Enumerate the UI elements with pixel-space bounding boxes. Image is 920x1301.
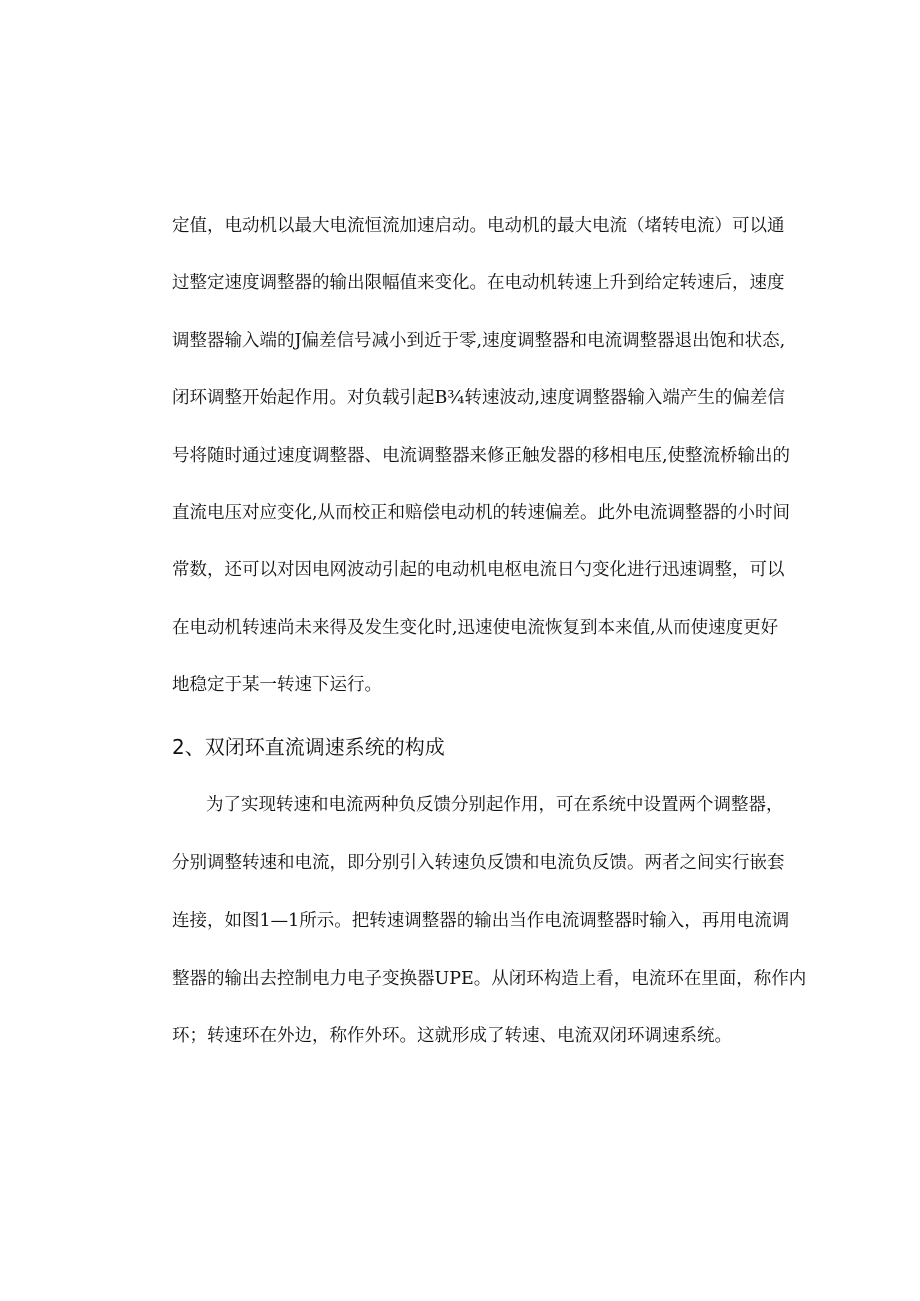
paragraph-1-line-4: 闭环调整开始起作用。对负载引起B¾转速波动,速度调整器输入端产生的偏差信 [172, 388, 785, 408]
paragraph-2-line-1: 为了实现转速和电流两种负反馈分别起作用，可在系统中设置两个调整器， [206, 795, 784, 815]
paragraph-2-line-3: 连接，如图1—1所示。把转速调整器的输出当作电流调整器时输入，再用电流调 [172, 911, 790, 931]
paragraph-1-line-8: 在电动机转速尚未来得及发生变化时,迅速使电流恢复到本来值,从而使速度更好 [172, 618, 779, 638]
paragraph-1-line-5: 号将随时通过速度调整器、电流调整器来修正触发器的移相电压,使整流桥输出的 [172, 446, 791, 466]
paragraph-1-line-6: 直流电压对应变化,从而校正和赔偿电动机的转速偏差。此外电流调整器的小时间 [172, 503, 791, 523]
paragraph-2-line-2: 分别调整转速和电流，即分别引入转速负反馈和电流负反馈。两者之间实行嵌套 [172, 853, 785, 873]
paragraph-2-line-4: 整器的输出去控制电力电子变换器UPE。从闭环构造上看，电流环在里面，称作内 [172, 969, 807, 989]
paragraph-1-line-2: 过整定速度调整器的输出限幅值来变化。在电动机转速上升到给定转速后，速度 [172, 273, 785, 293]
paragraph-1-line-3: 调整器输入端的J偏差信号减小到近于零,速度调整器和电流调整器退出饱和状态, [172, 331, 786, 351]
paragraph-1-line-7: 常数，还可以对因电网波动引起的电动机电枢电流日勺变化进行迅速调整，可以 [172, 560, 785, 580]
section-heading: 2、双闭环直流调速系统的构成 [172, 735, 445, 759]
paragraph-1-line-1: 定值，电动机以最大电流恒流加速启动。电动机的最大电流（堵转电流）可以通 [172, 216, 785, 236]
paragraph-1-line-9: 地稳定于某一转速下运行。 [172, 675, 382, 695]
paragraph-2-line-5: 环；转速环在外边，称作外环。这就形成了转速、电流双闭环调速系统。 [172, 1026, 732, 1046]
